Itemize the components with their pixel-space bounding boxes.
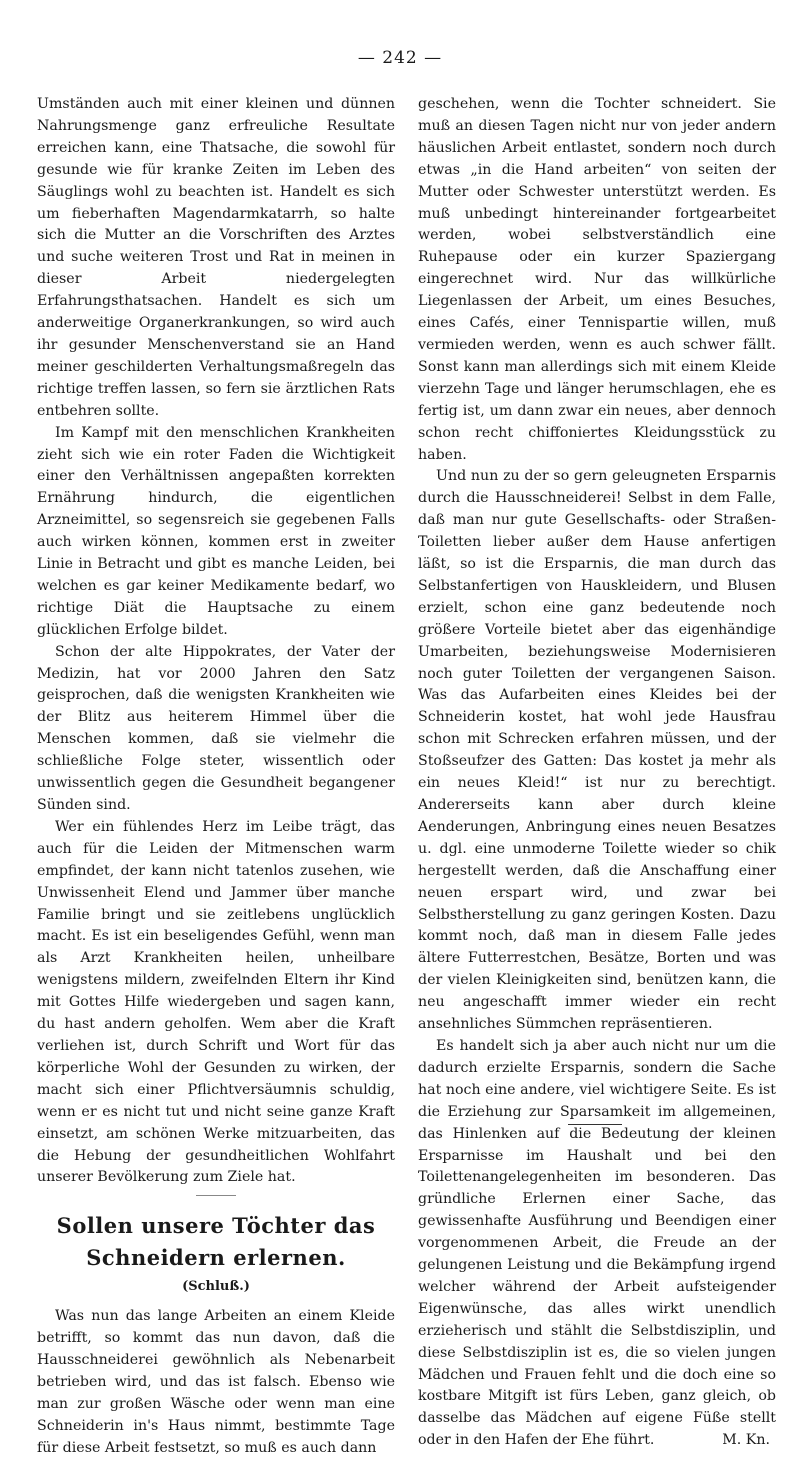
paragraph: Im Kampf mit den menschlichen Krankheiten zieht sich wie ein roter Faden die Wichtigkeit einer den Verhältnissen angepaßten korrekten Ernährung hindurch, die eigentlichen Arzneimittel, so segensreich sie gegebenen Falls auch wirken können, kommen erst in zweiter Linie in Betracht und gibt es manche Leiden, bei welchen es gar keiner Medikamente bedarf, wo richtige Diät die Hauptsache zu einem glücklichen Erfolge bildet.: [37, 424, 395, 638]
paragraph: Und nun zu der so gern geleugneten Ersparnis durch die Hausschneiderei! Selbst in dem Falle, daß man nur gute Gesellschafts- oder Straßen-Toiletten lieber außer dem Hause anfertigen läßt, so ist die Ersparnis, die man durch das Selbstanfertigen von Hauskleidern, und Blusen erzielt, schon eine ganz bedeutende noch größere Vorteile bietet aber das eigenhändige Umarbeiten, beziehungsweise Modernisieren noch guter Toiletten der vergangenen Saison. Was das Aufarbeiten eines Kleides bei der Schneiderin kostet, hat wohl jede Hausfrau schon mit Schrecken erfahren müssen, und der Stoßseufzer des Gatten: Das kostet ja mehr als ein neues Kleid!“ ist nur zu berechtigt. Andererseits kann aber durch kleine Aenderungen, Anbringung eines neuen Besatzes u. dgl. eine unmoderne Toilette wieder so chik hergestellt werden, daß die Anschaffung einer neuen erspart wird, und zwar bei Selbstherstellung zu ganz geringen Kosten. Dazu kommt noch, daß man in diesem Falle jedes ältere Futterrestchen, Besätze, Borten und was der vielen Kleinigkeiten sind, benützen kann, die neu angeschafft immer wieder ein recht ansehnliches Sümmchen repräsentieren.: [418, 468, 776, 1033]
author-signature: M. Kn.: [722, 1432, 770, 1449]
right-column: [418, 94, 776, 1452]
paragraph: Schon der alte Hippokrates, der Vater der Medizin, hat vor 2000 Jahren den Satz geisprochen, daß die wenigsten Krankheiten wie der Blitz aus heiterem Himmel über die Menschen kommen, daß sie vielmehr die schließliche Folge steter, wissentlich oder unwissentlich gegen die Gesundheit begangener Sünden sind.: [37, 643, 395, 813]
page-number: — 242 —: [357, 48, 443, 68]
paragraph: geschehen, wenn die Tochter schneidert. Sie muß an diesen Tagen nicht nur von jeder andern häuslichen Arbeit entlastet, sondern noch durch etwas „in die Hand arbeiten“ von seiten der Mutter oder Schwester unterstützt werden. Es muß unbedingt hintereinander fortgearbeitet werden, wobei selbstverständlich eine Ruhepause oder ein kurzer Spaziergang eingerechnet wird. Nur das willkürliche Liegenlassen der Arbeit, um eines Besuches, eines Cafés, einer Tennispartie willen, muß vermieden werden, wenn es auch schwer fällt. Sonst kann man allerdings sich mit einem Kleide vierzehn Tage und länger herumschlagen, ehe es fertig ist, um dann zwar ein neues, aber dennoch schon recht chiffoniertes Kleidungsstück zu haben.: [418, 96, 776, 463]
paragraph: Wer ein fühlendes Herz im Leibe trägt, das auch für die Leiden der Mitmenschen warm empfindet, der kann nicht tatenlos zusehen, wie Unwissenheit Elend und Jammer über manche Familie bringt und sie zeitlebens unglücklich macht. Es ist ein beseligendes Gefühl, wenn man als Arzt Krankheiten heilen, unheilbare wenigstens mildern, zweifelnden Eltern ihr Kind mit Gottes Hilfe wiedergeben und sagen kann, du hast andern geholfen. Wem aber die Kraft verliehen ist, durch Schrift und Wort für das körperliche Wohl der Gesunden zu wirken, der macht sich einer Pflichtversäumnis schuldig, wenn er es nicht tut und nicht seine ganze Kraft einsetzt, am schönen Werke mitzuarbeiten, das die Hebung der gesundheitlichen Wohlfahrt unserer Bevölkerung zum Ziele hat.: [37, 818, 395, 1186]
article-subtitle: (Schluß.): [182, 1279, 250, 1295]
paragraph-text: Es handelt sich ja aber auch nicht nur um die dadurch erzielte Ersparnis, sondern die Sache hat noch eine andere, viel wichtigere Seite. Es ist die Erziehung zur Sparsamkeit im allgemeinen, das Hinlenken auf die Bedeutung der kleinen Ersparnisse im Haushalt und bei den Toilettenangelegenheiten im besonderen. Das gründliche Erlernen einer Sache, das gewissenhafte Ausführung und Beendigen einer vorgenommenen Arbeit, die Freude an der gelungenen Leistung und die Bekämpfung irgend welcher während der Arbeit aufsteigender Eigenwünsche, das alles wirkt unendlich erzieherisch und stählt die Selbstdisziplin, und diese Selbstdisziplin ist es, die so vielen jungen Mädchen und Frauen fehlt und die doch eine so kostbare Mitgift ist fürs Leben, ganz gleich, ob dasselbe das Mädchen auf eigene Füße stellt oder in den Hafen der Ehe führt.: [418, 1037, 776, 1449]
paragraph: Umständen auch mit einer kleinen und dünnen Nahrungsmenge ganz erfreuliche Resultate erreichen kann, eine Thatsache, die sowohl für gesunde wie für kranke Zeiten im Leben des Säuglings wohl zu beachten ist. Handelt es sich um fieberhaften Magendarmkatarrh, so halte sich die Mutter an die Vorschriften des Arztes und suche weiteren Trost und Rat in meinen in dieser Arbeit niedergelegten Erfahrungsthatsachen. Handelt es sich um anderweitige Organerkrankungen, so wird auch ihr gesunder Menschenverstand sie an Hand meiner geschilderten Verhaltungsmaßregeln das richtige treffen lassen, so fern sie ärztlichen Rats entbehren sollte.: [37, 96, 395, 419]
article-title: Sollen unsere Töchter das Schneidern erlernen.: [56, 1213, 376, 1271]
left-column: [37, 94, 395, 1460]
paragraph: [418, 1036, 776, 1452]
paragraph: Was nun das lange Arbeiten an einem Kleide betrifft, so kommt das nun davon, daß die Hausschneiderei gewöhnlich als Nebenarbeit betrieben wird, und das ist falsch. Ebenso wie man zur großen Wäsche oder wenn man eine Schneiderin in's Haus nimmt, bestimmte Tage für diese Arbeit festsetzt, so muß es auch dann: [37, 1308, 395, 1456]
section-divider: [196, 1195, 236, 1196]
end-rule: [568, 1124, 622, 1125]
